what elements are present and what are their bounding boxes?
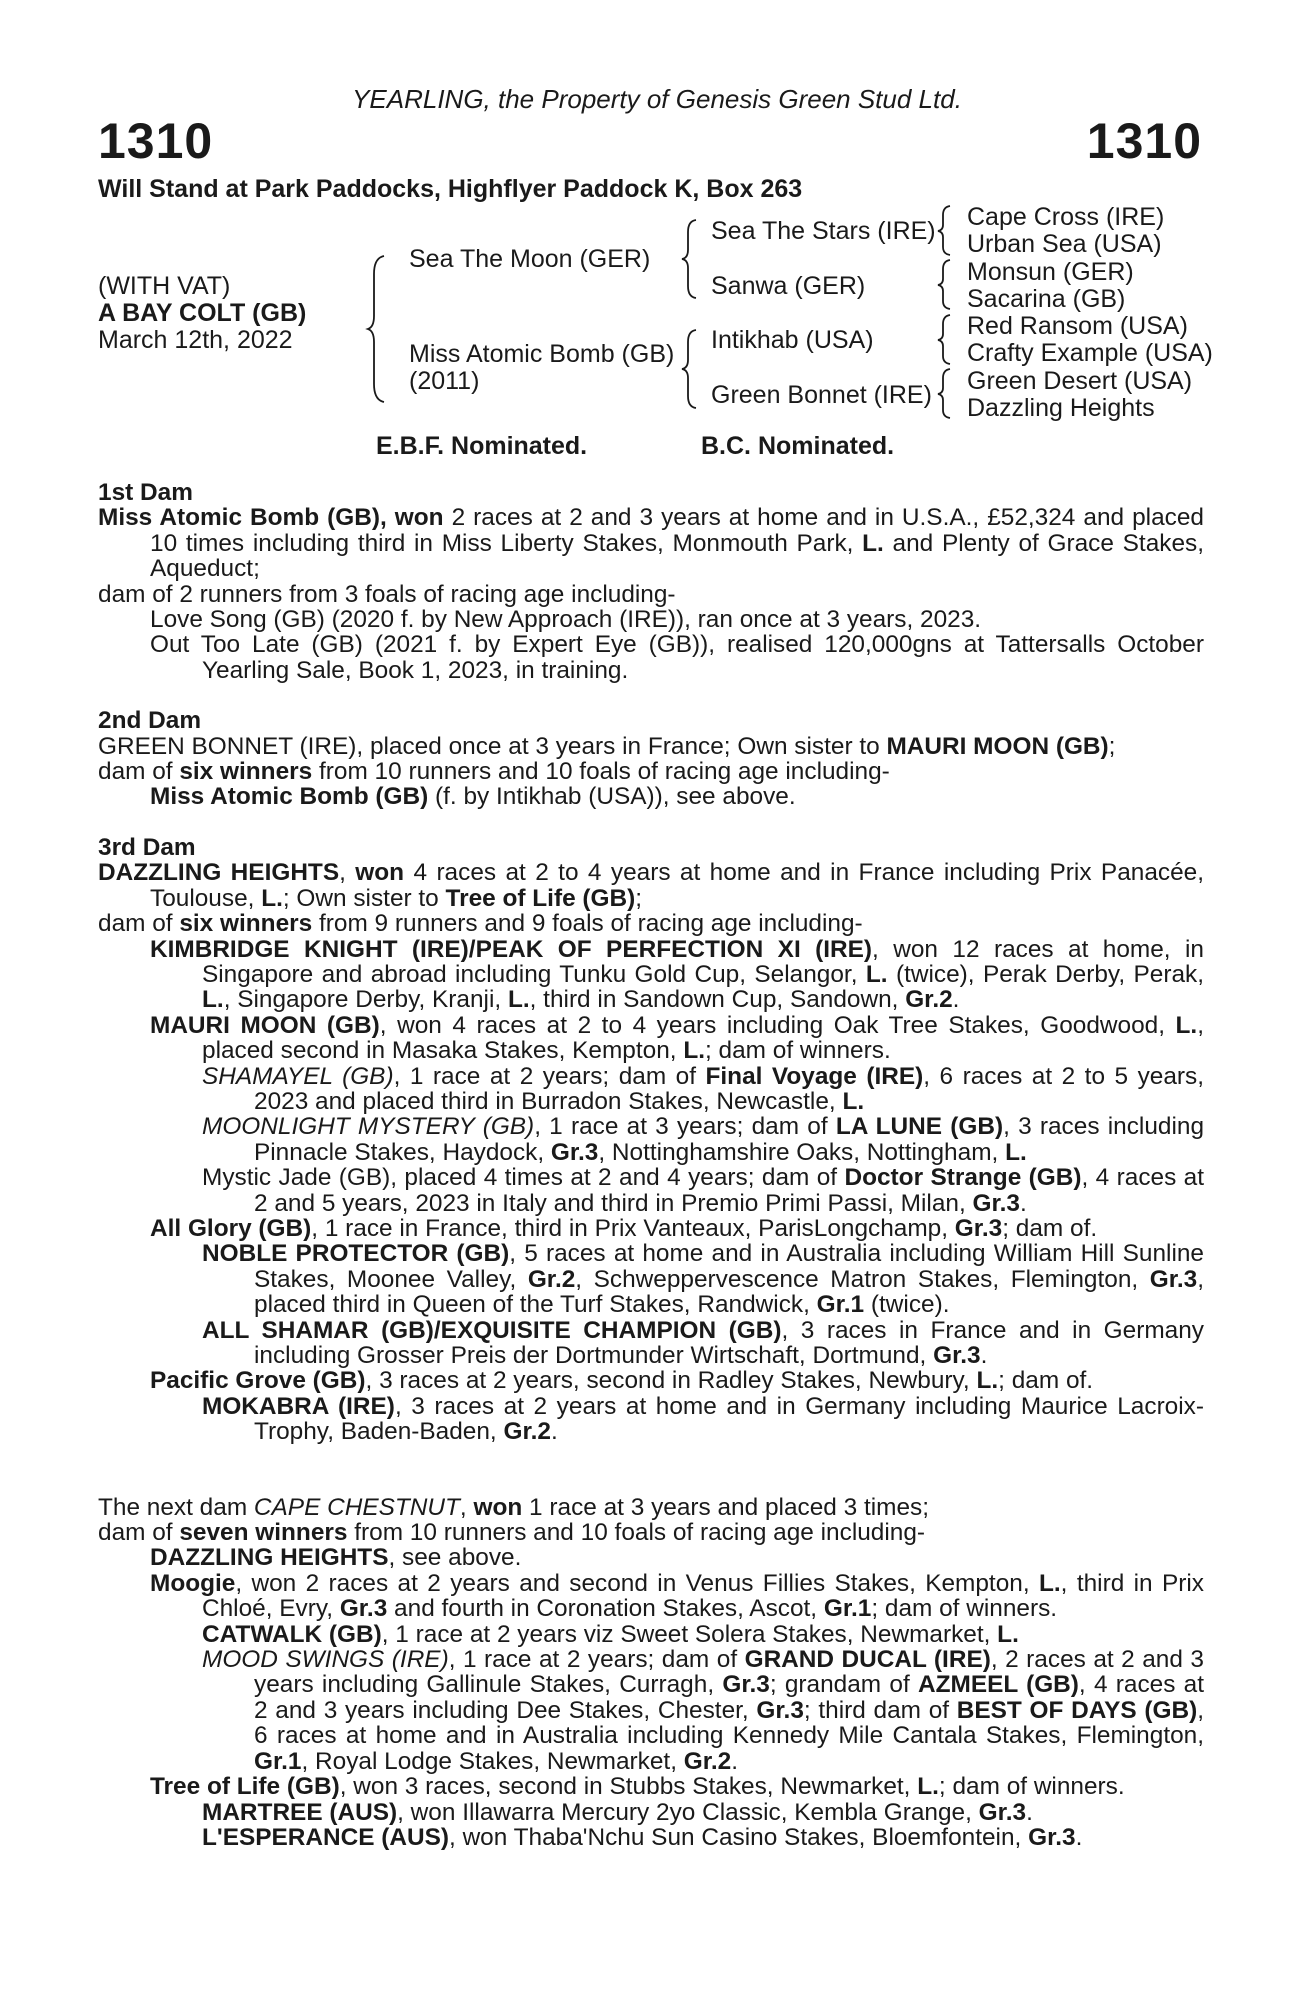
record-text: 1 race at 3 years and placed 3 times; [522, 1493, 929, 1521]
listed-mark: L. [997, 1620, 1019, 1648]
second-dam-produce-intro [98, 759, 1204, 784]
record-text: (twice). [864, 1291, 950, 1319]
produce-all-shamar: ALL SHAMAR (GB)/EXQUISITE CHAMPION (GB), 3 races in France and in Germany including Grosser Preis der Dortmunder Wirtschaft, Dortmund, Gr.3. [202, 1316, 1204, 1369]
winners-count: seven winners [179, 1519, 348, 1547]
horse-name: MOOD SWINGS (IRE) [202, 1646, 449, 1674]
horse-name: MAURI MOON (GB) [150, 1011, 380, 1039]
next-dam-produce-intro [98, 1520, 1204, 1545]
won-word: won [355, 859, 405, 887]
bracket-dam [684, 328, 700, 410]
produce-mystic-jade: Mystic Jade (GB), placed 4 times at 2 and 4 years; dam of Doctor Strange (GB), 4 races at 2 and 5 years, 2023 in Italy and third in Premio Primi Passi, Milan, Gr.3. [202, 1164, 1205, 1217]
horse-name: MOONLIGHT MYSTERY (GB) [202, 1113, 535, 1141]
horse-name: AZMEEL (GB) [917, 1671, 1079, 1699]
produce-kimbridge-knight: KIMBRIDGE KNIGHT (IRE)/PEAK OF PERFECTION XI (IRE), won 12 races at home, in Singapore and abroad including Tunku Gold Cup, Selangor, L. (twice), Perak Derby, Perak, L., Singapore Derby, Kranji, L., third in Sandown Cup, Sandown, Gr.2. [150, 935, 1204, 1014]
record-text: , 1 race at 2 years viz Sweet Solera Stakes, Newmarket, [381, 1620, 998, 1648]
record-text: , 1 race at 3 years; dam of [534, 1113, 836, 1141]
listed-mark: L. [507, 986, 530, 1014]
first-dam-text: 2 races at 2 and 3 years at home and in U.S.A., £52,324 and placed 10 times including third in Miss Liberty Stakes, Monmouth Park, [150, 504, 1204, 557]
group-mark: Gr.1 [254, 1747, 302, 1775]
winners-count: six winners [179, 910, 313, 938]
group-mark: Gr.3 [722, 1671, 770, 1699]
record-text: , 1 race at 2 years; dam of [393, 1062, 706, 1090]
record-text: , 3 races in France and in Germany including Grosser Preis der Dortmunder Wirtschaft, Dortmund, [254, 1316, 1204, 1369]
listed-mark: L. [862, 529, 884, 557]
produce-tree-of-life [98, 1774, 1204, 1799]
horse-name: Final Voyage (IRE) [705, 1062, 924, 1090]
won-word: won [473, 1493, 523, 1521]
record-text: , won 3 races, second in Stubbs Stakes, Newmarket, [339, 1773, 918, 1801]
listed-mark: L. [202, 986, 224, 1014]
listed-mark: L. [1175, 1011, 1198, 1039]
group-mark: Gr.3 [756, 1696, 804, 1724]
group-mark: Gr.3 [1149, 1265, 1198, 1293]
bracket-g3-3 [940, 314, 954, 364]
record-text: , Singapore Derby, Kranji, [223, 986, 508, 1014]
intro-text: dam of [98, 1519, 180, 1547]
dam-sire: Intikhab (USA) [711, 326, 874, 354]
horse-name: All Glory (GB) [150, 1214, 312, 1242]
group-mark: Gr.1 [816, 1291, 865, 1319]
produce-shamayel [98, 1064, 1204, 1115]
lot-number-left: 1310 [98, 113, 214, 169]
record-text: , Royal Lodge Stakes, Newmarket, [301, 1747, 684, 1775]
listed-mark: L. [917, 1773, 939, 1801]
record-text: ; dam of. [998, 1367, 1094, 1395]
next-dam-name: CAPE CHESTNUT [253, 1493, 460, 1521]
record-text: , placed third in Queen of the Turf Stakes, Randwick, [254, 1265, 1204, 1319]
dam: Miss Atomic Bomb (GB) [409, 340, 675, 368]
produce-martree: MARTREE (AUS), won Illawarra Mercury 2yo Classic, Kembla Grange, Gr.3. [202, 1798, 1033, 1826]
group-mark: Gr.2 [503, 1418, 551, 1446]
record-text: ; third dam of [803, 1696, 957, 1724]
record-text: and fourth in Coronation Stakes, Ascot, [387, 1595, 824, 1623]
record-text: , 1 race in France, third in Prix Vanteaux, ParisLongchamp, [311, 1214, 955, 1242]
listed-mark: L. [1038, 1569, 1061, 1597]
horse-name: GRAND DUCAL (IRE) [744, 1646, 991, 1674]
record-text: ; grandam of [769, 1671, 918, 1699]
second-dam-record [98, 734, 1204, 759]
group-mark: Gr.3 [954, 1214, 1003, 1242]
record-text: , 1 race at 2 years; dam of [448, 1646, 745, 1674]
record-text: , 3 races at 2 years, second in Radley Stakes, Newbury, [365, 1367, 977, 1395]
intro-text-end: from 9 runners and 9 foals of racing age including- [312, 910, 863, 938]
bracket-g3-1 [940, 205, 954, 255]
horse-name: MARTREE (AUS) [202, 1798, 398, 1826]
horse-name: Doctor Strange (GB) [844, 1164, 1082, 1192]
g4-2: Urban Sea (USA) [967, 230, 1162, 258]
record-text: , see above. [388, 1544, 522, 1572]
horse-name: MOKABRA (IRE) [202, 1392, 395, 1420]
sale-header: YEARLING, the Property of Genesis Green Stud Ltd. [352, 84, 962, 114]
listed-mark: L. [1005, 1138, 1027, 1166]
horse-name: BEST OF DAYS (GB) [956, 1696, 1198, 1724]
produce-lesperance: L'ESPERANCE (AUS), won Thaba'Nchu Sun Casino Stakes, Bloemfontein, Gr.3. [202, 1823, 1083, 1851]
horse-name: Tree of Life (GB) [150, 1773, 340, 1801]
record-text: ; dam of winners. [705, 1037, 891, 1065]
third-dam-sister: Tree of Life (GB) [445, 884, 636, 912]
third-dam-record: DAZZLING HEIGHTS, won 4 races at 2 to 4 years at home and in France including Prix Panacée, Toulouse, L.; Own sister to Tree of Life (GB); [98, 859, 1204, 912]
record-text: , 6 races at home and in Australia including Kennedy Mile Cantala Stakes, Flemington, [254, 1696, 1204, 1750]
bracket-g3-2 [940, 259, 954, 309]
dam-year: (2011) [409, 367, 480, 395]
record-text: ; dam of winners. [938, 1773, 1125, 1801]
horse-name: LA LUNE (GB) [835, 1113, 1004, 1141]
horse-name: KIMBRIDGE KNIGHT (IRE)/PEAK OF PERFECTION XI (IRE) [150, 935, 873, 963]
group-mark: Gr.2 [905, 986, 953, 1014]
foaling-date: March 12th, 2022 [98, 326, 293, 354]
group-mark: Gr.3 [972, 1189, 1020, 1217]
third-dam-name: DAZZLING HEIGHTS [98, 859, 340, 887]
produce-moogie [98, 1571, 1204, 1622]
third-dam-produce-intro [98, 911, 1204, 936]
produce-dazzling-heights [98, 1545, 1204, 1570]
second-dam-foal [98, 784, 1204, 809]
dam-dam: Green Bonnet (IRE) [711, 381, 932, 409]
horse-name: NOBLE PROTECTOR (GB) [202, 1240, 510, 1268]
record-text: , third in Sandown Cup, Sandown, [529, 986, 906, 1014]
record-text: , [459, 1493, 474, 1521]
group-mark: Gr.2 [683, 1747, 732, 1775]
sire-sire: Sea The Stars (IRE) [711, 217, 936, 245]
g4-8: Dazzling Heights [967, 394, 1155, 422]
second-dam-text-end: ; [1108, 732, 1116, 760]
g4-1: Cape Cross (IRE) [967, 203, 1165, 231]
produce-moonlight-mystery [98, 1114, 1204, 1165]
third-dam-heading: 3rd Dam [98, 833, 196, 861]
produce-noble-protector [98, 1241, 1204, 1317]
listed-mark: L. [842, 1087, 865, 1115]
produce-mauri-moon [98, 1013, 1204, 1064]
horse-description: A BAY COLT (GB) [98, 299, 307, 327]
listed-mark: L. [976, 1367, 999, 1395]
sire-dam: Sanwa (GER) [711, 272, 866, 300]
group-mark: Gr.3 [933, 1342, 981, 1369]
lot-number-right: 1310 [1086, 113, 1202, 169]
record-text: , won 12 races at home, in Singapore and abroad including Tunku Gold Cup, Selangor, [202, 935, 1204, 988]
record-text: , 4 races at 2 and 5 years, 2023 in Italy and third in Premio Primi Passi, Milan, [254, 1164, 1205, 1217]
ebf-nomination: E.B.F. Nominated. [376, 432, 588, 460]
g4-6: Crafty Example (USA) [967, 339, 1213, 367]
group-mark: Gr.2 [527, 1265, 576, 1293]
group-mark: Gr.3 [550, 1138, 599, 1166]
first-dam-foal-2: Out Too Late (GB) (2021 f. by Expert Eye (GB)), realised 120,000gns at Tattersalls October Yearling Sale, Book 1, 2023, in training. [150, 631, 1204, 684]
horse-name: SHAMAYEL (GB) [202, 1062, 394, 1090]
record-text: , won Illawarra Mercury 2yo Classic, Kembla Grange, [397, 1798, 979, 1826]
g4-3: Monsun (GER) [967, 258, 1134, 286]
horse-name: L'ESPERANCE (AUS) [202, 1823, 450, 1851]
horse-name: ALL SHAMAR (GB)/EXQUISITE CHAMPION (GB) [202, 1316, 782, 1344]
stabling-info: Will Stand at Park Paddocks, Highflyer Paddock K, Box 263 [98, 175, 803, 203]
record-text: , won Thaba'Nchu Sun Casino Stakes, Bloemfontein, [449, 1823, 1029, 1851]
third-dam-text-3: ; [635, 884, 643, 912]
bracket-g3-4 [940, 368, 954, 418]
produce-mood-swings: MOOD SWINGS (IRE), 1 race at 2 years; dam of GRAND DUCAL (IRE), 2 races at 2 and 3 years including Gallinule Stakes, Curragh, Gr.3; grandam of AZMEEL (GB), 4 races at 2 and 3 years including Dee Stakes, Chester, Gr.3; third dam of BEST OF DAYS (GB), 6 races at home and in Australia including Kennedy Mile Cantala Stakes, Flemington, Gr.1, Royal Lodge Stakes, Newmarket, Gr.2. [202, 1646, 1205, 1775]
g4-5: Red Ransom (USA) [967, 312, 1188, 340]
record-text: , third in Prix Chloé, Evry, [202, 1569, 1204, 1623]
catalogue-body [98, 480, 1204, 1850]
second-dam-heading: 2nd Dam [98, 707, 202, 735]
g4-4: Sacarina (GB) [967, 285, 1126, 313]
produce-all-glory [98, 1216, 1204, 1241]
intro-text-end: from 10 runners and 10 foals of racing age including- [312, 758, 890, 786]
g4-7: Green Desert (USA) [967, 367, 1193, 395]
first-dam-name: Miss Atomic Bomb (GB), won [98, 504, 444, 532]
record-text: , 3 races at 2 years at home and in Germany including Maurice Lacroix-Trophy, Baden-Baden, [254, 1392, 1204, 1446]
group-mark: Gr.3 [339, 1595, 388, 1623]
bracket-main [370, 254, 390, 404]
record-text: , 6 races at 2 to 5 years, 2023 and placed third in Burradon Stakes, Newcastle, [254, 1062, 1205, 1115]
listed-mark: L. [865, 960, 888, 988]
record-text: , 3 races including Pinnacle Stakes, Haydock, [254, 1113, 1205, 1166]
horse-name: CATWALK (GB) [202, 1620, 382, 1648]
intro-text-end: from 10 runners and 10 foals of racing age including- [347, 1519, 926, 1547]
first-dam-record [98, 505, 1204, 581]
produce-mokabra: MOKABRA (IRE), 3 races at 2 years at home and in Germany including Maurice Lacroix-Trophy, Baden-Baden, Gr.2. [202, 1392, 1204, 1446]
record-text: , 2 races at 2 and 3 years including Gallinule Stakes, Curragh, [254, 1646, 1204, 1699]
group-mark: Gr.3 [978, 1798, 1027, 1826]
record-text: , 4 races at 2 and 3 years including Dee Stakes, Chester, [254, 1671, 1205, 1724]
record-text: , Nottinghamshire Oaks, Nottingham, [598, 1138, 1006, 1166]
first-dam-foal-1: Love Song (GB) (2020 f. by New Approach (IRE)), ran once at 3 years, 2023. [150, 606, 982, 634]
second-dam-text: GREEN BONNET (IRE), placed once at 3 years in France; Own sister to [98, 732, 887, 760]
record-text: , won 2 races at 2 years and second in Venus Fillies Stakes, Kempton, [235, 1569, 1039, 1597]
first-dam-heading: 1st Dam [98, 479, 193, 506]
group-mark: Gr.3 [1028, 1823, 1076, 1851]
listed-mark: L. [261, 884, 283, 912]
intro-text: dam of [98, 758, 180, 786]
foal-text: (f. by Intikhab (USA)), see above. [428, 783, 796, 811]
record-text: , won 4 races at 2 to 4 years including Oak Tree Stakes, Goodwood, [379, 1011, 1176, 1039]
group-mark: Gr.1 [823, 1595, 872, 1623]
foal-name: Miss Atomic Bomb (GB) [150, 783, 429, 811]
second-dam-sister: MAURI MOON (GB) [886, 732, 1109, 760]
horse-name: Pacific Grove (GB) [150, 1367, 366, 1395]
next-dam-record [98, 1495, 1204, 1520]
record-text: (twice), Perak Derby, Perak, [887, 960, 1204, 988]
third-dam-text-2: ; Own sister to [282, 884, 446, 912]
first-dam-produce-intro: dam of 2 runners from 3 foals of racing age including- [98, 580, 676, 608]
sire: Sea The Moon (GER) [409, 245, 651, 273]
record-text: , Schweppervescence Matron Stakes, Flemington, [575, 1265, 1150, 1293]
record-text: , placed second in Masaka Stakes, Kempton, [202, 1011, 1204, 1065]
winners-count: six winners [179, 758, 313, 786]
horse-name: Moogie [150, 1569, 236, 1597]
third-dam-text: 4 races at 2 to 4 years at home and in France including Prix Panacée, Toulouse, [150, 859, 1204, 912]
record-text: Mystic Jade (GB), placed 4 times at 2 and 4 years; dam of [202, 1164, 845, 1192]
horse-name: DAZZLING HEIGHTS [150, 1544, 389, 1572]
bracket-sire [684, 218, 700, 300]
record-text: ; dam of winners. [871, 1595, 1058, 1623]
record-text: , 5 races at home and in Australia including William Hill Sunline Stakes, Moonee Valley, [254, 1240, 1204, 1293]
listed-mark: L. [683, 1037, 705, 1065]
produce-catwalk [98, 1622, 1204, 1647]
vat-note: (WITH VAT) [98, 272, 231, 300]
record-text: The next dam [98, 1493, 254, 1521]
intro-text: dam of [98, 910, 180, 938]
bc-nomination: B.C. Nominated. [701, 432, 895, 460]
first-dam-text-end: and Plenty of Grace Stakes, Aqueduct; [150, 529, 1205, 583]
produce-pacific-grove [98, 1368, 1204, 1393]
record-text: ; dam of. [1002, 1214, 1098, 1242]
